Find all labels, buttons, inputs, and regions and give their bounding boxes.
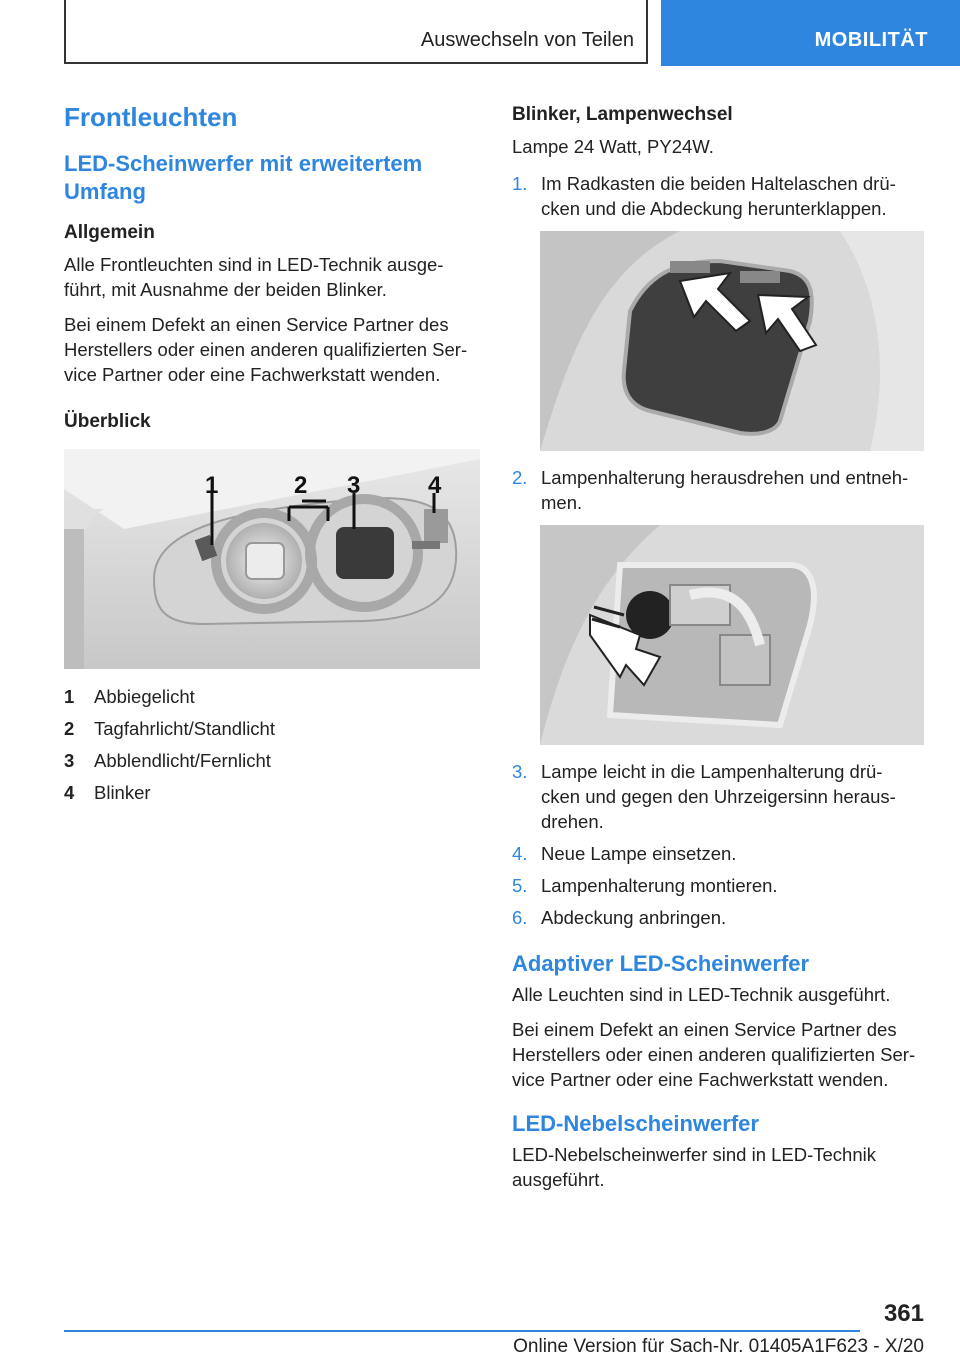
step-text: Abdeckung anbringen. [541,907,727,928]
heading-ueberblick: Überblick [64,411,151,432]
section-title: Auswechseln von Teilen [420,29,634,51]
callout-2: 2 [294,472,308,499]
chapter-tab [661,0,960,66]
legend-item [64,745,482,777]
legend-item [64,713,482,745]
heading-blinker: Blinker, Lampenwechsel [512,104,733,125]
callout-4: 4 [428,472,442,499]
paragraph-general-2: Bei einem Defekt an einen Service Partner des Herstellers oder einen anderen qualifizierten Ser‐ vice Partner oder eine Fachwerkstatt wenden. [64,314,468,385]
chapter-title: MOBILITÄT [814,29,928,51]
legend-number: 2 [64,718,75,739]
paragraph-adaptive-2: Bei einem Defekt an einen Service Partner des Herstellers oder einen anderen qualifizierten Ser‐ vice Partner oder eine Fachwerkstatt wenden. [512,1019,916,1090]
legend-item [64,777,482,809]
step-item [512,759,924,834]
lamp-change-steps-final [512,759,924,930]
step-text: Neue Lampe einsetzen. [541,843,737,864]
callout-1: 1 [205,472,219,499]
paragraph-fog: LED-Nebelscheinwerfer sind in LED-Technik ausgeführt. [512,1144,876,1190]
page-header [0,0,960,66]
step-item [512,171,924,221]
lamp-change-steps-cont [512,465,924,515]
lamp-change-steps [512,171,924,221]
left-column [64,100,482,809]
lamp-holder-illustration [540,525,924,745]
step-number: 3. [512,761,528,782]
headlight-overview-figure [64,449,480,669]
legend-number: 4 [64,782,75,803]
step-item [512,905,924,930]
footer-online-version: Online Version für Sach-Nr. 01405A1F623 - X/20 [513,1336,924,1357]
heading-fog-lights: LED-Nebelscheinwerfer [512,1111,759,1136]
legend-label: Abblendlicht/Fernlicht [94,750,271,771]
legend-number: 3 [64,750,75,771]
paragraph-adaptive-1: Alle Leuchten sind in LED-Technik ausgeführt. [512,984,891,1005]
figure-legend [64,681,482,809]
step-item [512,841,924,866]
step-number: 6. [512,907,528,928]
step-text: Lampenhalterung herausdrehen und entneh‐ men. [541,467,909,513]
page-number: 361 [883,1300,924,1327]
subsection-heading-led: LED-Scheinwerfer mit erweitertem Umfang [64,151,423,204]
lamp-holder-figure [540,525,924,745]
step-text: Im Radkasten die beiden Haltelaschen drü‐ cken und die Abdeckung herunterklappen. [541,173,896,219]
cover-flap-figure [540,231,924,451]
step-number: 1. [512,173,528,194]
step-item [512,465,924,515]
paragraph-lamp-spec: Lampe 24 Watt, PY24W. [512,136,714,157]
right-column [512,102,924,1202]
step-number: 4. [512,843,528,864]
heading-allgemein: Allgemein [64,222,155,243]
legend-label: Abbiegelicht [94,686,195,707]
step-item [512,873,924,898]
legend-number: 1 [64,686,75,707]
step-number: 2. [512,467,528,488]
step-text: Lampenhalterung montieren. [541,875,778,896]
callout-3: 3 [347,472,361,499]
legend-label: Blinker [94,782,151,803]
heading-adaptive-led: Adaptiver LED-Scheinwerfer [512,951,810,976]
footer-divider [64,1330,860,1332]
legend-label: Tagfahrlicht/Standlicht [94,718,275,739]
step-number: 5. [512,875,528,896]
headlight-overview-illustration [64,449,480,669]
cover-flap-illustration [540,231,924,451]
legend-item [64,681,482,713]
section-heading-frontleuchten: Frontleuchten [64,102,238,132]
paragraph-general-1: Alle Frontleuchten sind in LED-Technik ausge‐ führt, mit Ausnahme der beiden Blinker. [64,254,444,300]
section-tab [64,0,648,64]
step-text: Lampe leicht in die Lampenhalterung drü‐ cken und gegen den Uhrzeigersinn heraus‐ drehen. [541,761,896,832]
